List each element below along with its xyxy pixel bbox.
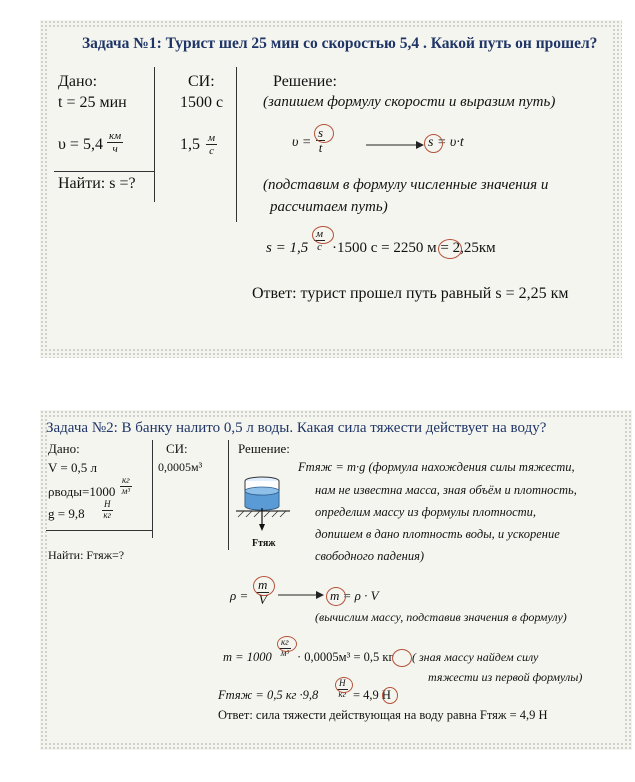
- unit-denominator: ч: [112, 143, 118, 156]
- task1-note2-line1: (подставим в формулу численные значения и: [263, 177, 549, 193]
- highlight-circle: [253, 576, 275, 596]
- task2-given-g: g = 9,8: [48, 506, 85, 521]
- task1-note1: (запишем формулу скорости и выразим путь): [263, 94, 556, 110]
- water-jar-figure: [234, 474, 294, 534]
- task1-si-v-unit: [206, 132, 217, 157]
- highlight-circle: [277, 636, 297, 652]
- task1-si-v: 1,5: [180, 136, 200, 153]
- task2-sol-line4: допишем в дано плотность воды, и ускорение: [315, 527, 560, 541]
- task2-calc-f-rest: = 4,9 Н: [353, 688, 391, 702]
- arrow-right-icon: [366, 140, 424, 150]
- task2-card: [40, 410, 632, 750]
- task2-figure-label: Fтяж: [252, 538, 276, 549]
- task2-rho-left: ρ =: [230, 588, 249, 603]
- highlight-circle: [326, 587, 346, 606]
- task2-column-divider-1: [152, 440, 153, 538]
- fraction-numerator: s: [318, 125, 324, 140]
- arrow-right-icon: [278, 590, 324, 600]
- task2-title: Задача №2: В банку налито 0,5 л воды. Какая сила тяжести действует на воду?: [46, 420, 547, 436]
- task1-given-divider: [54, 171, 154, 172]
- fraction-denominator: V: [258, 592, 267, 608]
- task2-given-v: V = 0,5 л: [48, 460, 97, 475]
- unit-denominator: кг: [338, 688, 347, 699]
- unit-numerator: Н: [339, 678, 346, 688]
- fraction-numerator: m: [258, 577, 268, 592]
- unit-numerator: кг: [122, 475, 130, 485]
- task2-note-mass: (вычислим массу, подставив значения в формулу): [315, 610, 567, 624]
- task1-column-divider-2: [236, 67, 237, 222]
- unit-denominator: кг: [103, 509, 112, 520]
- task2-note-force-line2: тяжести из первой формулы): [428, 670, 583, 684]
- task1-note2-line2: рассчитаем путь): [270, 199, 388, 215]
- task2-sol-line3: определим массу из формулы плотности,: [315, 505, 537, 519]
- highlight-circle: [438, 239, 462, 259]
- task1-formula-v-left: υ =: [292, 135, 312, 150]
- highlight-circle: [424, 134, 443, 153]
- highlight-circle: [392, 649, 412, 667]
- fraction-denominator: t: [318, 140, 323, 156]
- task2-sol-line1: Fтяж = m·g (формула нахождения силы тяжести,: [298, 460, 575, 474]
- unit-numerator: м: [208, 132, 216, 144]
- task1-solution-header: Решение:: [273, 73, 337, 90]
- task2-si-v: 0,0005м³: [158, 460, 203, 474]
- task1-card: [40, 20, 622, 358]
- task2-solution-header: Решение:: [238, 441, 290, 456]
- task2-calc-f-prefix: Fтяж = 0,5 кг ·9,8: [218, 688, 319, 702]
- task1-given-v-unit: [107, 130, 123, 155]
- highlight-circle: [314, 124, 334, 143]
- task2-sol-line2: нам не известна масса, зная объём и плотность,: [315, 483, 577, 497]
- task1-calc-rest: ·1500 с = 2250 м = 2,25км: [332, 240, 496, 256]
- task2-given-header: Дано:: [48, 441, 80, 456]
- task1-answer: Ответ: турист прошел путь равный s = 2,25 км: [252, 285, 569, 302]
- task1-si-header: СИ:: [188, 73, 215, 90]
- task2-m-formula: m = ρ · V: [330, 588, 379, 603]
- task1-given-v: υ = 5,4: [58, 136, 103, 153]
- unit-denominator: м³: [280, 647, 290, 658]
- highlight-circle: [335, 677, 353, 693]
- task2-find: Найти: Fтяж=?: [48, 548, 125, 562]
- task1-find: Найти: s =?: [58, 175, 136, 192]
- task1-given-header: Дано:: [58, 73, 98, 90]
- task2-note-force-line1: ( зная массу найдем силу: [412, 650, 539, 664]
- task2-given-g-unit: [102, 500, 113, 521]
- task2-calc-m-prefix: m = 1000: [223, 650, 272, 664]
- task1-given-t: t = 25 мин: [58, 94, 127, 111]
- unit-numerator: км: [109, 130, 122, 142]
- task1-formula-s: s = υ·t: [428, 135, 464, 150]
- task1-calc-prefix: s = 1,5: [266, 240, 309, 256]
- task1-title: Задача №1: Турист шел 25 мин со скоростью 5,4 . Какой путь он прошел?: [82, 35, 598, 52]
- task1-si-t: 1500 с: [180, 94, 224, 111]
- task2-si-header: СИ:: [166, 441, 188, 456]
- task1-column-divider-1: [154, 67, 155, 202]
- highlight-circle: [312, 226, 334, 244]
- unit-denominator: с: [209, 145, 214, 158]
- unit-denominator: м³: [121, 485, 131, 496]
- task2-given-rho: ρводы=1000: [48, 484, 116, 499]
- task2-calc-m-rest: · 0,0005м³ = 0,5 кг: [297, 650, 394, 664]
- task2-given-rho-unit: [120, 476, 132, 497]
- unit-numerator: кг: [281, 637, 289, 647]
- task2-answer: Ответ: сила тяжести действующая на воду равна Fтяж = 4,9 Н: [218, 708, 548, 722]
- unit-numerator: Н: [104, 499, 111, 509]
- task2-column-divider-2: [228, 440, 229, 550]
- highlight-circle: [382, 687, 398, 704]
- task2-sol-line5: свободного падения): [315, 549, 425, 563]
- unit-numerator: м: [316, 228, 324, 240]
- unit-denominator: с: [317, 241, 322, 254]
- task2-given-divider: [46, 530, 152, 531]
